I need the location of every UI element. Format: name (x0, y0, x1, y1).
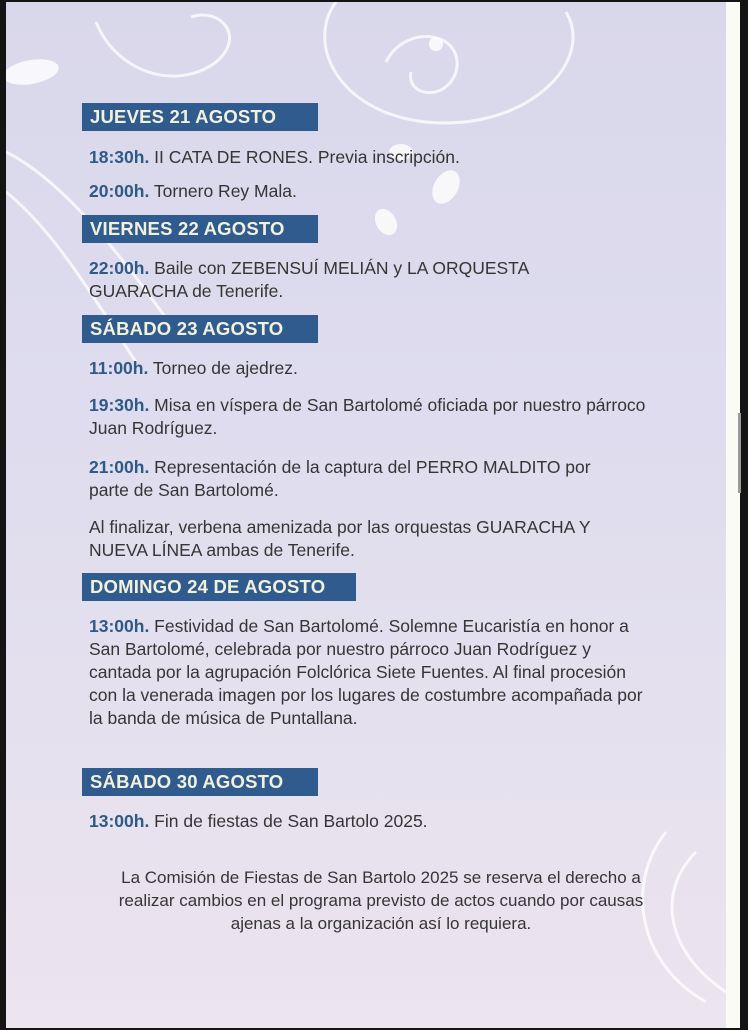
event-text: Al finalizar, verbena amenizada por las orquestas GUARACHA Y NUEVA LÍNEA ambas de Tenerife. (89, 517, 591, 560)
event-text: Misa en víspera de San Bartolomé oficiada por nuestro párroco Juan Rodríguez. (89, 395, 646, 438)
event-time: 13:00h. (89, 616, 150, 636)
event-item (89, 810, 649, 833)
event-text: Festividad de San Bartolomé. Solemne Eucaristía en honor a San Bartolomé, celebrada por nuestro párroco Juan Rodríguez y cantada por la agrupación Folclórica Siete Fuentes. Al final procesión con la venerada imagen por los lugares de costumbre acompañada por la banda de música de Puntallana. (89, 616, 643, 728)
event-item (89, 257, 609, 303)
event-item (89, 615, 649, 730)
event-item (89, 357, 649, 380)
page-edge (726, 2, 740, 1028)
event-item (89, 146, 649, 169)
event-item (89, 394, 649, 440)
event-time: 13:00h. (89, 811, 150, 831)
day-header: DOMINGO 24 DE AGOSTO (82, 573, 356, 601)
event-text: Tornero Rey Mala. (149, 181, 297, 201)
disclaimer: La Comisión de Fiestas de San Bartolo 2025 se reserva el derecho a realizar cambios en el programa previsto de actos cuando por causas ajenas a la organización así lo requiera. (118, 868, 644, 933)
event-time: 22:00h. (89, 258, 150, 278)
event-time: 19:30h. (89, 395, 150, 415)
day-header: SÁBADO 23 AGOSTO (82, 315, 318, 343)
event-text: Representación de la captura del PERRO MALDITO por parte de San Bartolomé. (89, 457, 591, 500)
day-header: VIERNES 22 AGOSTO (82, 215, 318, 243)
day-header: JUEVES 21 AGOSTO (82, 103, 318, 131)
event-time: 20:00h. (89, 181, 150, 201)
event-time: 18:30h. (89, 147, 150, 167)
day-header: SÁBADO 30 AGOSTO (82, 768, 318, 796)
event-item (89, 180, 649, 203)
program-page (6, 2, 726, 1028)
event-time: 21:00h. (89, 457, 150, 477)
event-item (89, 456, 609, 502)
event-text: Baile con ZEBENSUÍ MELIÁN y LA ORQUESTA GUARACHA de Tenerife. (89, 258, 529, 301)
event-text: II CATA DE RONES. Previa inscripción. (149, 147, 460, 167)
scrollbar-thumb[interactable] (738, 413, 741, 493)
event-item (89, 516, 649, 562)
event-text: Fin de fiestas de San Bartolo 2025. (149, 811, 428, 831)
event-time: 11:00h. (89, 358, 149, 378)
event-text: Torneo de ajedrez. (148, 358, 298, 378)
